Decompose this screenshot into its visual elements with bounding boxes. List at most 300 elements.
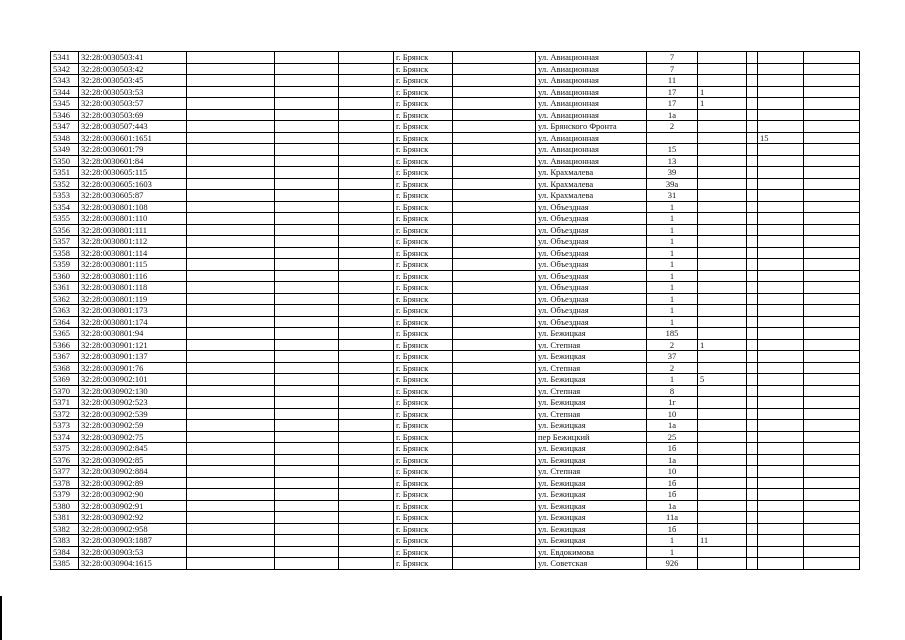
- cell-structure: [747, 339, 758, 351]
- cell-c4: [275, 144, 339, 156]
- table-row: [51, 512, 860, 524]
- cell-street: ул. Бежицкая: [536, 512, 647, 524]
- cell-locality: г. Брянск: [394, 397, 453, 409]
- cell-row-no: 5370: [51, 385, 79, 397]
- cell-c5: [339, 155, 394, 167]
- cell-building: [698, 523, 747, 535]
- cell-building: [698, 454, 747, 466]
- cell-flat: [758, 431, 804, 443]
- cell-row-no: 5350: [51, 155, 79, 167]
- cell-c7: [453, 190, 536, 202]
- cell-c4: [275, 190, 339, 202]
- cell-c5: [339, 201, 394, 213]
- table-row: [51, 500, 860, 512]
- cell-c13: [804, 293, 860, 305]
- table-row: [51, 489, 860, 501]
- cell-c5: [339, 144, 394, 156]
- cell-building: [698, 224, 747, 236]
- cell-house: 11а: [647, 512, 698, 524]
- cell-c13: [804, 466, 860, 478]
- cell-c4: [275, 201, 339, 213]
- table-row: [51, 558, 860, 570]
- cell-c3: [187, 374, 275, 386]
- cell-house: 185: [647, 328, 698, 340]
- cell-cadastral-no: 32:28:0030902:59: [79, 420, 187, 432]
- cell-house: 10: [647, 466, 698, 478]
- cell-c13: [804, 489, 860, 501]
- cell-c4: [275, 500, 339, 512]
- cell-c13: [804, 236, 860, 248]
- cell-street: ул. Объездная: [536, 201, 647, 213]
- cell-cadastral-no: 32:28:0030902:884: [79, 466, 187, 478]
- cell-c5: [339, 98, 394, 110]
- table-row: [51, 316, 860, 328]
- cell-locality: г. Брянск: [394, 75, 453, 87]
- cell-flat: [758, 466, 804, 478]
- cell-locality: г. Брянск: [394, 512, 453, 524]
- cell-locality: г. Брянск: [394, 86, 453, 98]
- cell-c13: [804, 431, 860, 443]
- cell-c4: [275, 385, 339, 397]
- cell-c13: [804, 144, 860, 156]
- cell-c4: [275, 466, 339, 478]
- cell-structure: [747, 52, 758, 64]
- cell-flat: [758, 293, 804, 305]
- cell-building: [698, 316, 747, 328]
- cell-structure: [747, 155, 758, 167]
- cell-c13: [804, 305, 860, 317]
- cell-locality: г. Брянск: [394, 431, 453, 443]
- cell-building: [698, 63, 747, 75]
- cell-c7: [453, 282, 536, 294]
- cell-c3: [187, 86, 275, 98]
- cell-c5: [339, 305, 394, 317]
- cell-cadastral-no: 32:28:0030902:75: [79, 431, 187, 443]
- cell-structure: [747, 259, 758, 271]
- cell-c4: [275, 282, 339, 294]
- cell-house: [647, 132, 698, 144]
- cell-c5: [339, 500, 394, 512]
- cell-c5: [339, 339, 394, 351]
- cell-cadastral-no: 32:28:0030901:121: [79, 339, 187, 351]
- cell-c7: [453, 535, 536, 547]
- cell-c3: [187, 132, 275, 144]
- cell-cadastral-no: 32:28:0030801:110: [79, 213, 187, 225]
- cell-c4: [275, 420, 339, 432]
- cell-c7: [453, 443, 536, 455]
- cell-c4: [275, 351, 339, 363]
- cell-c7: [453, 121, 536, 133]
- cell-c7: [453, 167, 536, 179]
- cell-c5: [339, 558, 394, 570]
- cell-building: [698, 443, 747, 455]
- cell-c7: [453, 328, 536, 340]
- cell-c7: [453, 523, 536, 535]
- cell-building: [698, 328, 747, 340]
- cell-flat: [758, 236, 804, 248]
- cell-street: ул. Авиационная: [536, 132, 647, 144]
- cell-flat: [758, 512, 804, 524]
- cell-locality: г. Брянск: [394, 293, 453, 305]
- cell-flat: [758, 270, 804, 282]
- cell-row-no: 5373: [51, 420, 79, 432]
- cell-c3: [187, 121, 275, 133]
- cell-c4: [275, 86, 339, 98]
- cell-flat: [758, 305, 804, 317]
- cell-c5: [339, 466, 394, 478]
- cell-locality: г. Брянск: [394, 63, 453, 75]
- cell-cadastral-no: 32:28:0030801:112: [79, 236, 187, 248]
- cell-locality: г. Брянск: [394, 224, 453, 236]
- cell-locality: г. Брянск: [394, 443, 453, 455]
- table-row: [51, 385, 860, 397]
- cell-c5: [339, 86, 394, 98]
- table-row: [51, 247, 860, 259]
- cell-locality: г. Брянск: [394, 270, 453, 282]
- cell-street: ул. Бежицкая: [536, 328, 647, 340]
- cell-c13: [804, 443, 860, 455]
- cell-street: ул. Авиационная: [536, 98, 647, 110]
- cell-c5: [339, 190, 394, 202]
- cell-c5: [339, 109, 394, 121]
- cell-house: 37: [647, 351, 698, 363]
- cell-flat: [758, 282, 804, 294]
- cell-flat: [758, 109, 804, 121]
- cell-c7: [453, 293, 536, 305]
- table-row: [51, 443, 860, 455]
- cell-street: ул. Авиационная: [536, 86, 647, 98]
- cell-structure: [747, 190, 758, 202]
- cell-structure: [747, 121, 758, 133]
- cell-c13: [804, 316, 860, 328]
- cell-c5: [339, 385, 394, 397]
- cell-row-no: 5353: [51, 190, 79, 202]
- cell-cadastral-no: 32:28:0030801:173: [79, 305, 187, 317]
- cell-row-no: 5379: [51, 489, 79, 501]
- cell-c13: [804, 247, 860, 259]
- cell-c13: [804, 132, 860, 144]
- cell-c3: [187, 144, 275, 156]
- cell-flat: [758, 328, 804, 340]
- cell-c3: [187, 477, 275, 489]
- cell-c13: [804, 397, 860, 409]
- cell-house: 13: [647, 155, 698, 167]
- cell-building: 1: [698, 98, 747, 110]
- cell-house: 1: [647, 293, 698, 305]
- cell-street: ул. Бежицкая: [536, 535, 647, 547]
- cell-building: [698, 408, 747, 420]
- cell-c7: [453, 270, 536, 282]
- cell-building: 11: [698, 535, 747, 547]
- cell-building: [698, 512, 747, 524]
- cell-cadastral-no: 32:28:0030503:57: [79, 98, 187, 110]
- cell-c5: [339, 247, 394, 259]
- cell-c7: [453, 63, 536, 75]
- cell-house: 31: [647, 190, 698, 202]
- cell-c13: [804, 385, 860, 397]
- cell-flat: [758, 489, 804, 501]
- cell-c3: [187, 466, 275, 478]
- cell-c5: [339, 420, 394, 432]
- cell-house: 1: [647, 213, 698, 225]
- cell-flat: [758, 362, 804, 374]
- cell-street: ул. Бежицкая: [536, 454, 647, 466]
- cell-c13: [804, 213, 860, 225]
- cell-flat: [758, 443, 804, 455]
- cell-c13: [804, 109, 860, 121]
- cell-c3: [187, 420, 275, 432]
- cell-flat: [758, 546, 804, 558]
- cell-c4: [275, 293, 339, 305]
- cell-c3: [187, 500, 275, 512]
- cell-locality: г. Брянск: [394, 98, 453, 110]
- cell-locality: г. Брянск: [394, 247, 453, 259]
- cell-c4: [275, 305, 339, 317]
- cell-c7: [453, 132, 536, 144]
- cell-structure: [747, 546, 758, 558]
- cell-cadastral-no: 32:28:0030801:174: [79, 316, 187, 328]
- cell-cadastral-no: 32:28:0030902:90: [79, 489, 187, 501]
- cell-house: 1: [647, 374, 698, 386]
- cell-c4: [275, 512, 339, 524]
- cell-house: 1: [647, 282, 698, 294]
- cell-c13: [804, 339, 860, 351]
- cell-structure: [747, 454, 758, 466]
- cell-cadastral-no: 32:28:0030902:101: [79, 374, 187, 386]
- cell-structure: [747, 282, 758, 294]
- cell-cadastral-no: 32:28:0030507:443: [79, 121, 187, 133]
- cell-locality: г. Брянск: [394, 523, 453, 535]
- cell-c7: [453, 408, 536, 420]
- cell-cadastral-no: 32:28:0030902:539: [79, 408, 187, 420]
- cell-structure: [747, 75, 758, 87]
- table-row: [51, 305, 860, 317]
- cell-building: [698, 558, 747, 570]
- cell-c5: [339, 408, 394, 420]
- cell-structure: [747, 247, 758, 259]
- cell-building: [698, 546, 747, 558]
- cell-c7: [453, 109, 536, 121]
- cell-flat: [758, 523, 804, 535]
- cell-building: [698, 247, 747, 259]
- cell-street: ул. Авиационная: [536, 155, 647, 167]
- cell-c4: [275, 397, 339, 409]
- cell-cadastral-no: 32:28:0030801:115: [79, 259, 187, 271]
- cell-flat: [758, 339, 804, 351]
- cell-cadastral-no: 32:28:0030903:1887: [79, 535, 187, 547]
- cell-c4: [275, 98, 339, 110]
- cell-house: 1б: [647, 443, 698, 455]
- cell-c3: [187, 259, 275, 271]
- cell-building: [698, 489, 747, 501]
- cell-c13: [804, 535, 860, 547]
- cell-c7: [453, 201, 536, 213]
- cell-c13: [804, 523, 860, 535]
- cell-structure: [747, 293, 758, 305]
- cell-building: [698, 282, 747, 294]
- cell-street: ул. Степная: [536, 339, 647, 351]
- cell-c4: [275, 489, 339, 501]
- register-rows: [51, 52, 860, 570]
- cell-c3: [187, 224, 275, 236]
- cell-building: [698, 167, 747, 179]
- cell-c13: [804, 328, 860, 340]
- cell-street: ул. Степная: [536, 466, 647, 478]
- cell-locality: г. Брянск: [394, 305, 453, 317]
- cell-structure: [747, 477, 758, 489]
- cell-row-no: 5360: [51, 270, 79, 282]
- cell-structure: [747, 167, 758, 179]
- cell-house: 7: [647, 52, 698, 64]
- cell-cadastral-no: 32:28:0030902:92: [79, 512, 187, 524]
- cell-c13: [804, 63, 860, 75]
- cell-c4: [275, 477, 339, 489]
- cell-building: [698, 385, 747, 397]
- cell-c13: [804, 420, 860, 432]
- cell-c4: [275, 167, 339, 179]
- cell-c5: [339, 454, 394, 466]
- cell-flat: [758, 351, 804, 363]
- cell-c7: [453, 454, 536, 466]
- cell-c4: [275, 374, 339, 386]
- cell-locality: г. Брянск: [394, 339, 453, 351]
- cell-row-no: 5361: [51, 282, 79, 294]
- cell-street: ул. Степная: [536, 408, 647, 420]
- cell-c5: [339, 546, 394, 558]
- table-row: [51, 167, 860, 179]
- cell-c3: [187, 339, 275, 351]
- cell-house: 1: [647, 224, 698, 236]
- cell-flat: [758, 316, 804, 328]
- cell-locality: г. Брянск: [394, 477, 453, 489]
- cell-cadastral-no: 32:28:0030605:115: [79, 167, 187, 179]
- cell-c7: [453, 224, 536, 236]
- table-row: [51, 52, 860, 64]
- cell-c7: [453, 236, 536, 248]
- cell-locality: г. Брянск: [394, 155, 453, 167]
- cell-c13: [804, 224, 860, 236]
- cell-house: 2: [647, 339, 698, 351]
- cell-row-no: 5356: [51, 224, 79, 236]
- cell-c5: [339, 523, 394, 535]
- cell-cadastral-no: 32:28:0030902:85: [79, 454, 187, 466]
- cell-building: [698, 201, 747, 213]
- table-row: [51, 75, 860, 87]
- cell-row-no: 5352: [51, 178, 79, 190]
- cell-c4: [275, 523, 339, 535]
- cell-row-no: 5346: [51, 109, 79, 121]
- cell-house: 1г: [647, 397, 698, 409]
- cell-c13: [804, 167, 860, 179]
- cell-structure: [747, 489, 758, 501]
- cell-cadastral-no: 32:28:0030901:76: [79, 362, 187, 374]
- cell-structure: [747, 224, 758, 236]
- cell-c3: [187, 167, 275, 179]
- cell-c7: [453, 489, 536, 501]
- cell-c5: [339, 213, 394, 225]
- cell-building: [698, 144, 747, 156]
- cell-c13: [804, 98, 860, 110]
- cell-street: ул. Крахмалева: [536, 190, 647, 202]
- cell-c3: [187, 270, 275, 282]
- cell-c7: [453, 397, 536, 409]
- cell-structure: [747, 305, 758, 317]
- cell-street: ул. Бежицкая: [536, 489, 647, 501]
- cell-structure: [747, 236, 758, 248]
- cell-cadastral-no: 32:28:0030903:53: [79, 546, 187, 558]
- cell-locality: г. Брянск: [394, 178, 453, 190]
- cell-c7: [453, 512, 536, 524]
- cell-c3: [187, 155, 275, 167]
- cell-c5: [339, 328, 394, 340]
- cell-structure: [747, 144, 758, 156]
- cell-street: ул. Бежицкая: [536, 523, 647, 535]
- cell-cadastral-no: 32:28:0030503:53: [79, 86, 187, 98]
- cell-street: ул. Брянского Фронта: [536, 121, 647, 133]
- cell-building: [698, 121, 747, 133]
- cell-c13: [804, 500, 860, 512]
- cell-c5: [339, 224, 394, 236]
- cell-c3: [187, 408, 275, 420]
- cell-c13: [804, 512, 860, 524]
- cell-flat: [758, 167, 804, 179]
- cell-row-no: 5375: [51, 443, 79, 455]
- cell-locality: г. Брянск: [394, 121, 453, 133]
- cell-c7: [453, 305, 536, 317]
- cell-structure: [747, 178, 758, 190]
- cell-locality: г. Брянск: [394, 466, 453, 478]
- cell-c7: [453, 259, 536, 271]
- table-row: [51, 178, 860, 190]
- cell-c4: [275, 339, 339, 351]
- cell-flat: [758, 98, 804, 110]
- cell-flat: [758, 224, 804, 236]
- table-row: [51, 282, 860, 294]
- cell-building: [698, 75, 747, 87]
- cell-locality: г. Брянск: [394, 328, 453, 340]
- cell-locality: г. Брянск: [394, 362, 453, 374]
- table-row: [51, 259, 860, 271]
- cell-c3: [187, 443, 275, 455]
- cell-row-no: 5378: [51, 477, 79, 489]
- cell-c3: [187, 385, 275, 397]
- cell-structure: [747, 420, 758, 432]
- cell-street: ул. Объездная: [536, 247, 647, 259]
- cell-c4: [275, 316, 339, 328]
- cell-c13: [804, 282, 860, 294]
- cell-c3: [187, 546, 275, 558]
- cell-c7: [453, 351, 536, 363]
- cell-row-no: 5369: [51, 374, 79, 386]
- cell-locality: г. Брянск: [394, 558, 453, 570]
- cell-cadastral-no: 32:28:0030902:958: [79, 523, 187, 535]
- cell-locality: г. Брянск: [394, 385, 453, 397]
- cell-building: [698, 362, 747, 374]
- cell-c4: [275, 408, 339, 420]
- cell-house: 7: [647, 63, 698, 75]
- cell-locality: г. Брянск: [394, 109, 453, 121]
- table-row: [51, 420, 860, 432]
- cell-c3: [187, 351, 275, 363]
- cell-cadastral-no: 32:28:0030605:1603: [79, 178, 187, 190]
- cell-structure: [747, 374, 758, 386]
- cell-street: ул. Объездная: [536, 316, 647, 328]
- cell-c3: [187, 247, 275, 259]
- cell-house: 1: [647, 236, 698, 248]
- cell-cadastral-no: 32:28:0030503:42: [79, 63, 187, 75]
- cell-row-no: 5366: [51, 339, 79, 351]
- cell-structure: [747, 523, 758, 535]
